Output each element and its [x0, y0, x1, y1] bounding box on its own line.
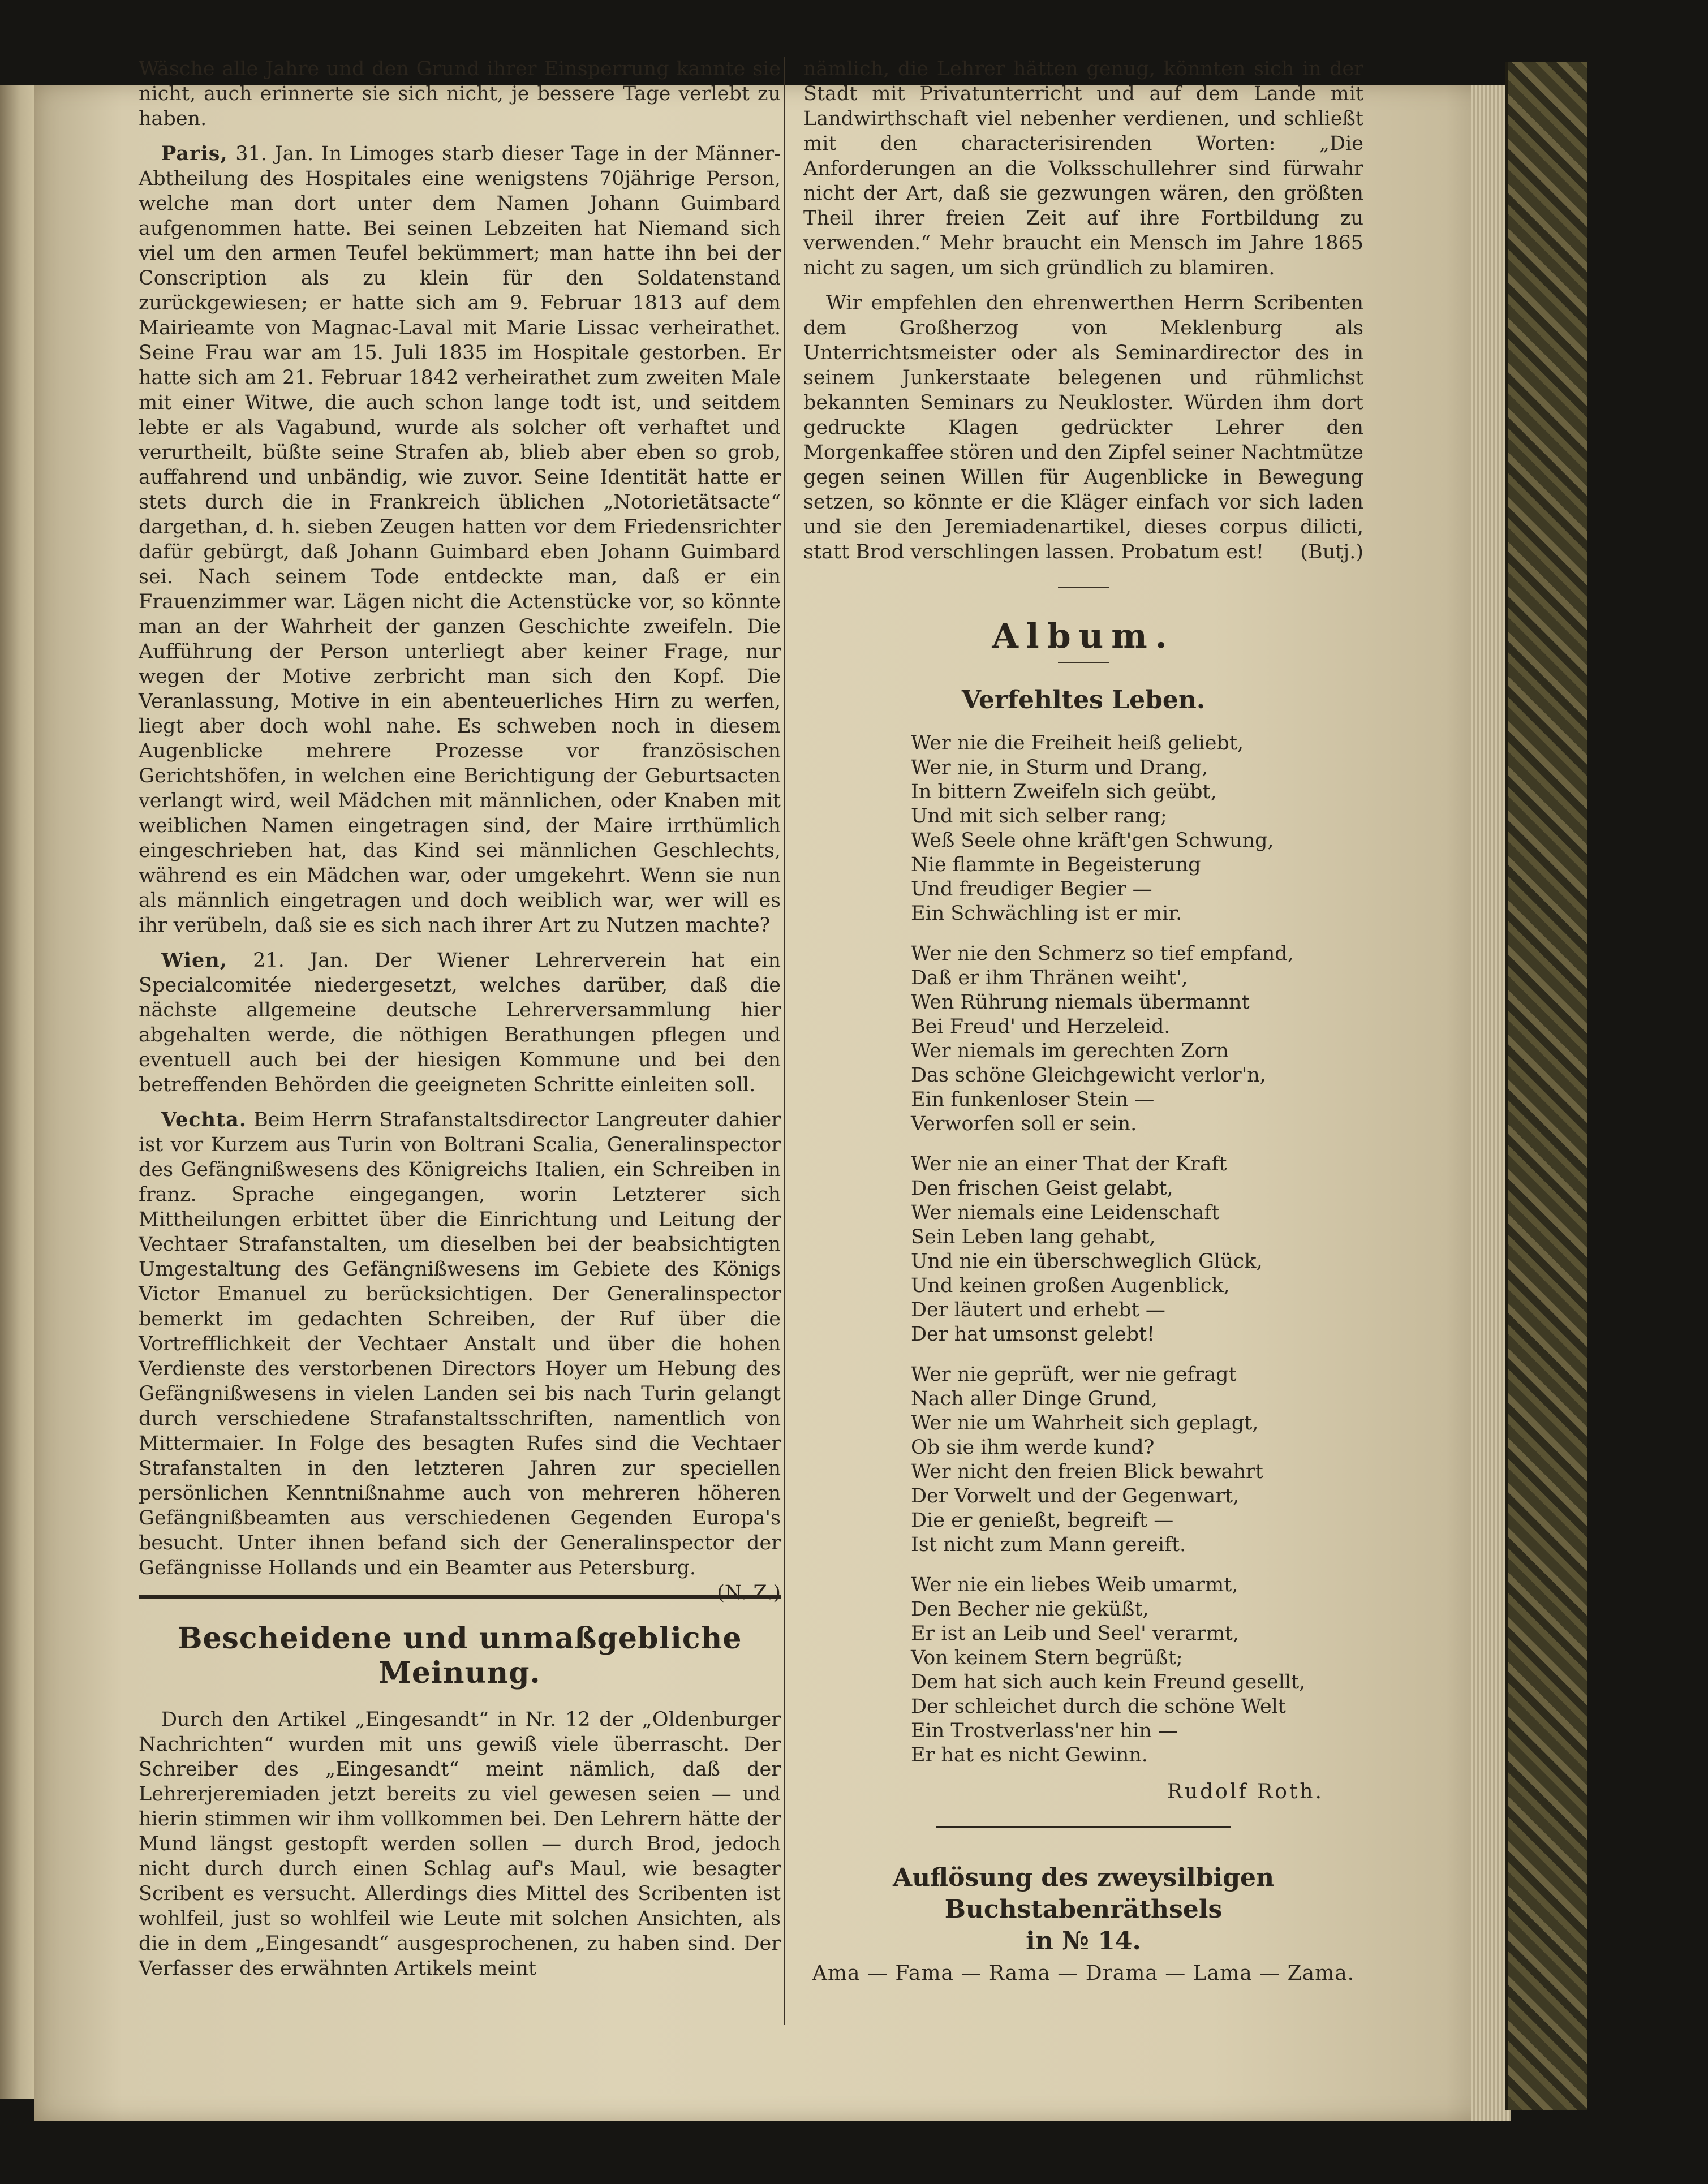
right-column [803, 57, 1363, 1985]
poem-line: Wer niemals im gerechten Zorn [911, 1040, 1229, 1062]
continued-article-text: nämlich, die Lehrer hätten genug, könnten sich in der Stadt mit Privatunterricht und auf dem Lande mit Landwirthschaft viel nebenher verdienen, und schließt mit den characterisirenden Worten: „Die Anforderungen an die Volksschullehrer sind fürwahr nicht der Art, daß sie gezwungen wären, den größten Theil ihrer freien Zeit auf ihre Fortbildung zu verwenden.“ Mehr braucht ein Mensch im Jahre 1865 nicht zu sagen, um sich gründlich zu blamiren. [803, 58, 1363, 279]
poem-line: Sein Leben lang gehabt, [911, 1226, 1156, 1248]
poem-line: Und mit sich selber rang; [911, 805, 1167, 828]
riddle-solution-heading [803, 1862, 1363, 1957]
poem-line: Nie flammte in Begeisterung [911, 854, 1201, 876]
continued-paragraph: Wäsche alle Jahre und den Grund ihrer Einsperrung kannte sie nicht, auch erinnerte sie sich nicht, je bessere Tage verlebt zu haben. [139, 58, 781, 130]
poem-line: Die er genießt, begreift — [911, 1509, 1174, 1532]
ornamental-rule [1058, 587, 1109, 588]
poem-stanza [911, 1573, 1363, 1768]
dateline-place: Wien, [161, 949, 227, 972]
album-title: Album. [992, 617, 1175, 656]
left-column [139, 57, 781, 1981]
poem-stanza [911, 1363, 1363, 1557]
poem-line: Wer nie den Schmerz so tief empfand, [911, 942, 1294, 965]
wien-article [139, 948, 781, 1097]
column-divider [784, 57, 785, 2025]
poem-line: Den frischen Geist gelabt, [911, 1177, 1173, 1200]
article-text: Wir empfehlen den ehrenwerthen Herrn Scribenten dem Großherzog von Meklenburg als Unterrichtsmeister oder als Seminardirector des in seinem Junkerstaate belegenen und rühmlichst bekannten Seminars zu Neukloster. Würden ihm dort gedruckte Klagen gedrückter Lehrer den Morgenkaffee stören und den Zipfel seiner Nachtmütze gegen seinen Willen für Augenblicke in Bewegung setzen, so könnte er die Kläger einfach vor sich laden und sie den Jeremiadenartikel, dieses corpus dilicti, statt Brod verschlingen lassen. Probatum est! [803, 292, 1363, 563]
poem-line: Das schöne Gleichgewicht verlor'n, [911, 1064, 1266, 1087]
poem-line: Und keinen großen Augenblick, [911, 1274, 1230, 1297]
poem-line: Er hat es nicht Gewinn. [911, 1744, 1148, 1767]
poem-line: Wer nie an einer That der Kraft [911, 1153, 1227, 1175]
paris-article [139, 141, 781, 938]
author-signature: (Butj.) [1300, 541, 1363, 563]
article-text: 31. Jan. In Limoges starb dieser Tage in der Männer-Abtheilung des Hospitales eine wenigstens 70jährige Person, welche man dort unter dem Namen Johann Guimbard aufgenommen hatte. Bei seinen Lebzeiten hat Niemand sich viel um den armen Teufel bekümmert; man hatte ihn bei der Conscription als zu klein für den Soldatenstand zurückgewiesen; er hatte sich am 9. Februar 1813 auf dem Mairieamte von Magnac-Laval mit Marie Lissac verheirathet. Seine Frau war am 15. Juli 1835 im Hospitale gestorben. Er hatte sich am 21. Februar 1842 verheirathet zum zweiten Male mit einer Witwe, die auch schon lange todt ist, und seitdem lebte er als Vagabund, wurde als solcher oft verhaftet und verurtheilt, büßte seine Strafen ab, blieb aber eben so grob, auffahrend und unbändig, wie zuvor. Seine Identität hatte er stets durch die in Frankreich üblichen „Notorietätsacte“ dargethan, d. h. sieben Zeugen hatten vor dem Friedensrichter dafür gebürgt, daß Johann Guimbard eben Johann Guimbard sei. Nach seinem Tode entdeckte man, daß er ein Frauenzimmer war. Lägen nicht die Actenstücke vor, so könnte man an der Wahrheit der ganzen Geschichte zweifeln. Die Aufführung der Person unterliegt aber keiner Frage, nur wegen der Motive zerbricht man sich den Kopf. Die Veranlassung, Motive in ein abenteuerliches Hirn zu werfen, liegt aber doch wohl nahe. Es schweben noch in diesem Augenblicke mehrere Prozesse vor französischen Gerichtshöfen, in welchen eine Berichtigung der Geburtsacten verlangt wird, weil Mädchen mit männlichen, oder Knaben mit weiblichen Namen eingetragen sind, der Maire irrthümlich eingeschrieben hat, das Kind sei männlichen Geschlechts, während es ein Mädchen war, oder umgekehrt. Wenn sie nun als männlich eingetragen und doch weiblich war, wer will es ihr verübeln, daß sie es sich nach ihrer Art zu Nutzen machte? [139, 143, 781, 937]
poem-line: Nach aller Dinge Grund, [911, 1388, 1158, 1410]
poem-line: Ist nicht zum Mann gereift. [911, 1533, 1186, 1556]
facing-page-edge [0, 85, 34, 2099]
poem-line: Bei Freud' und Herzeleid. [911, 1015, 1171, 1038]
poem-line: Wer niemals eine Leidenschaft [911, 1201, 1220, 1224]
poem-line: Wen Rührung niemals übermannt [911, 991, 1250, 1014]
poem-line: Ob sie ihm werde kund? [911, 1436, 1155, 1459]
poem-line: Und freudiger Begier — [911, 878, 1152, 901]
article-text: 21. Jan. Der Wiener Lehrerverein hat ein Specialcomitée niedergesetzt, welches darüber, daß die nächste allgemeine deutsche Lehrerversammlung hier abgehalten werde, die nöthigen Berathungen pflegen und eventuell auch bei der hiesigen Kommune und bei den betreffenden Behörden die geeigneten Schritte einleiten soll. [139, 949, 781, 1096]
article-text: Beim Herrn Strafanstaltsdirector Langreuter dahier ist vor Kurzem aus Turin von Boltrani Scalia, Generalinspector des Gefängnißwesens des Königreichs Italien, ein Schreiben in franz. Sprache eingegangen, worin Letzterer sich Mittheilungen erbittet über die Einrichtung und Leitung der Vechtaer Strafanstalten, um dieselben bei der beabsichtigten Umgestaltung des Gefängnißwesens im Gebiete des Königs Victor Emanuel zu berücksichtigen. Der Generalinspector bemerkt im gedachten Schreiben, der Ruf über die Vortrefflichkeit der Vechtaer Anstalt und über die hohen Verdienste des verstorbenen Directors Hoyer um Hebung des Gefängnißwesens in vielen Landen sei bis nach Turin gelangt durch verschiedene Strafanstaltsschriften, namentlich von Mittermaier. In Folge des besagten Rufes sind die Vechtaer Strafanstalten in den letzteren Jahren zur speciellen persönlichen Kenntnißnahme auch von mehreren höheren Gefängnißbeamten aus verschiedenen Gegenden Europa's besucht. Unter ihnen befand sich der Generalinspector der Gefängnisse Hollands und ein Beamter aus Petersburg. [139, 1109, 781, 1579]
poem-line: In bittern Zweifeln sich geübt, [911, 781, 1217, 803]
poem-line: Der läutert und erhebt — [911, 1299, 1165, 1321]
poem-line: Und nie ein überschweglich Glück, [911, 1250, 1263, 1273]
riddle-answer: Ama — Fama — Rama — Drama — Lama — Zama. [812, 1962, 1355, 1985]
poem-stanza [911, 731, 1363, 926]
article-conclusion [803, 291, 1363, 565]
poem-line: Weß Seele ohne kräft'gen Schwung, [911, 829, 1274, 852]
poem-line: Wer nicht den freien Blick bewahrt [911, 1461, 1263, 1483]
dateline-place: Vechta. [161, 1108, 247, 1131]
poem-line: Der Vorwelt und der Gegenwart, [911, 1485, 1240, 1507]
section-rule [936, 1826, 1231, 1828]
poem-line: Ein funkenloser Stein — [911, 1088, 1155, 1111]
poem-line: Wer nie die Freiheit heiß geliebt, [911, 732, 1244, 755]
poem-title: Verfehltes Leben. [961, 686, 1206, 714]
poem-line: Wer nie, in Sturm und Drang, [911, 756, 1208, 779]
poem-line: Der schleichet durch die schöne Welt [911, 1695, 1286, 1718]
poem-line: Dem hat sich auch kein Freund gesellt, [911, 1671, 1306, 1694]
vechta-article [139, 1108, 781, 1604]
section-rule [139, 1595, 781, 1599]
poem-line: Wer nie um Wahrheit sich geplagt, [911, 1412, 1259, 1435]
ornamental-rule [1058, 662, 1109, 663]
poem-stanza [911, 1152, 1363, 1347]
source-signature: (N. Z.) [717, 1582, 781, 1604]
marbled-cover-board [1505, 62, 1587, 2110]
dateline-place: Paris, [161, 142, 228, 165]
poem-line: Von keinem Stern begrüßt; [911, 1647, 1183, 1669]
poem-line: Wer nie geprüft, wer nie gefragt [911, 1363, 1237, 1386]
poem-line: Ein Schwächling ist er mir. [911, 902, 1182, 925]
poem-author: Rudolf Roth. [1167, 1780, 1324, 1803]
riddle-title-line: in № 14. [1026, 1927, 1141, 1955]
poem-line: Ein Trostverlass'ner hin — [911, 1720, 1178, 1742]
poem-line: Wer nie ein liebes Weib umarmt, [911, 1574, 1238, 1596]
poem-line: Verworfen soll er sein. [911, 1113, 1137, 1135]
poem-line: Der hat umsonst gelebt! [911, 1323, 1155, 1346]
riddle-title-line: Auflösung des zweysilbigen Buchstabenräthsels [892, 1863, 1274, 1924]
poem-line: Den Becher nie geküßt, [911, 1598, 1149, 1621]
poem-line: Er ist an Leib und Seel' verarmt, [911, 1622, 1240, 1645]
poem-stanza [911, 942, 1363, 1136]
poem-line: Daß er ihm Thränen weiht', [911, 967, 1188, 989]
poem [911, 731, 1363, 1768]
article-body: Durch den Artikel „Eingesandt“ in Nr. 12 der „Oldenburger Nachrichten“ wurden mit uns gewiß viele überrascht. Der Schreiber des „Eingesandt“ meint nämlich, daß der Lehrerjeremiaden jetzt bereits zu viel gewesen seien — und hierin stimmen wir ihm vollkommen bei. Den Lehrern hätte der Mund längst gestopft werden sollen — durch Brod, jedoch nicht durch durch einen Schlag auf's Maul, wie besagter Scribent es versucht. Allerdings dies Mittel des Scribenten ist wohlfeil, just so wohlfeil wie Leute mit solchen Ansichten, als die in dem „Eingesandt“ ausgesprochenen, zu haben sind. Der Verfasser des erwähnten Artikels meint [139, 1708, 781, 1980]
article-heading: Bescheidene und unmaßgebliche Meinung. [177, 1621, 742, 1690]
